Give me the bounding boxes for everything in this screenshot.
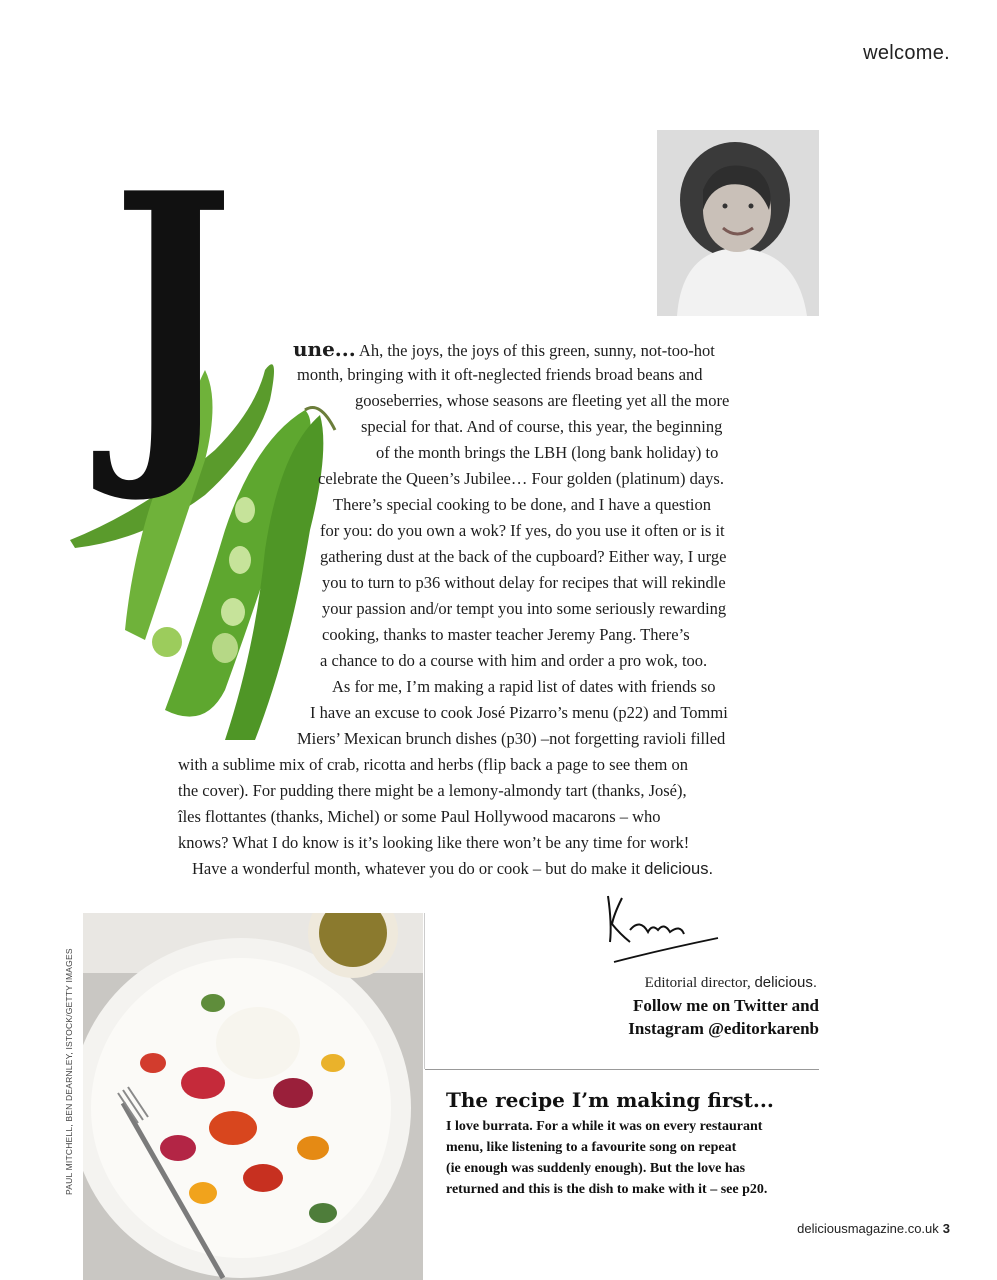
body-line (192, 856, 713, 882)
dropcap-letter: J (112, 121, 234, 509)
divider-vertical (424, 913, 425, 1069)
editor-title: Editorial director, delicious. (644, 974, 817, 991)
recipe-box-title: The recipe I’m making first... (446, 1088, 774, 1112)
burrata-photo (83, 913, 423, 1280)
body-line: for you: do you own a wok? If yes, do you use it often or is it (320, 521, 725, 540)
editor-signature (600, 884, 730, 964)
brand-word: delicious. (644, 860, 714, 878)
divider (425, 1069, 819, 1070)
body-line: gooseberries, whose seasons are fleeting yet all the more (355, 391, 730, 410)
body-line: with a sublime mix of crab, ricotta and herbs (flip back a page to see them on (178, 755, 688, 774)
site-url: deliciousmagazine.co.uk (797, 1221, 939, 1236)
body-line: I have an excuse to cook José Pizarro’s menu (p22) and Tommi (310, 703, 728, 722)
intro-lead: une... (293, 337, 356, 361)
body-line: you to turn to p36 without delay for recipes that will rekindle (322, 573, 726, 592)
page-number: 3 (942, 1221, 950, 1236)
body-line: the cover). For pudding there might be a lemony-almondy tart (thanks, José), (178, 781, 687, 800)
body-line (293, 336, 715, 364)
body-line: month, bringing with it oft-neglected friends broad beans and (297, 365, 703, 384)
body-line: of the month brings the LBH (long bank holiday) to (376, 443, 719, 462)
body-line: celebrate the Queen’s Jubilee… Four golden (platinum) days. (318, 469, 724, 488)
body-line: a chance to do a course with him and order a pro wok, too. (320, 651, 708, 670)
line-text: Have a wonderful month, whatever you do or cook – but do make it (192, 859, 641, 878)
recipe-box-text: I love burrata. For a while it was on every restaurant menu, like listening to a favourite song on repeat (ie enough was suddenly enough). But the love has returned and this is the dish to make with it – see p20. (446, 1119, 768, 1197)
body-line: cooking, thanks to master teacher Jeremy Pang. There’s (322, 625, 690, 644)
body-line: your passion and/or tempt you into some seriously rewarding (322, 599, 727, 618)
body-line: gathering dust at the back of the cupboard? Either way, I urge (320, 547, 727, 566)
body-line: special for that. And of course, this year, the beginning (361, 417, 723, 436)
editor-portrait (657, 130, 819, 316)
social-follow: Follow me on Twitter and Instagram @editorkarenb (628, 996, 819, 1038)
page-footer (797, 1221, 950, 1236)
body-line: îles flottantes (thanks, Michel) or some Paul Hollywood macarons – who (178, 807, 661, 826)
body-line: knows? What I do know is it’s looking like there won’t be any time for work! (178, 833, 690, 852)
body-line: As for me, I’m making a rapid list of dates with friends so (332, 677, 716, 696)
photo-credit: PAUL MITCHELL, BEN DEARNLEY, ISTOCK/GETTY IMAGES (64, 948, 74, 1195)
body-line: Miers’ Mexican brunch dishes (p30) –not forgetting ravioli filled (297, 729, 726, 748)
line-text: Ah, the joys, the joys of this green, sunny, not-too-hot (358, 341, 715, 360)
body-line: There’s special cooking to be done, and I have a question (333, 495, 712, 514)
section-label: welcome. (863, 42, 950, 64)
